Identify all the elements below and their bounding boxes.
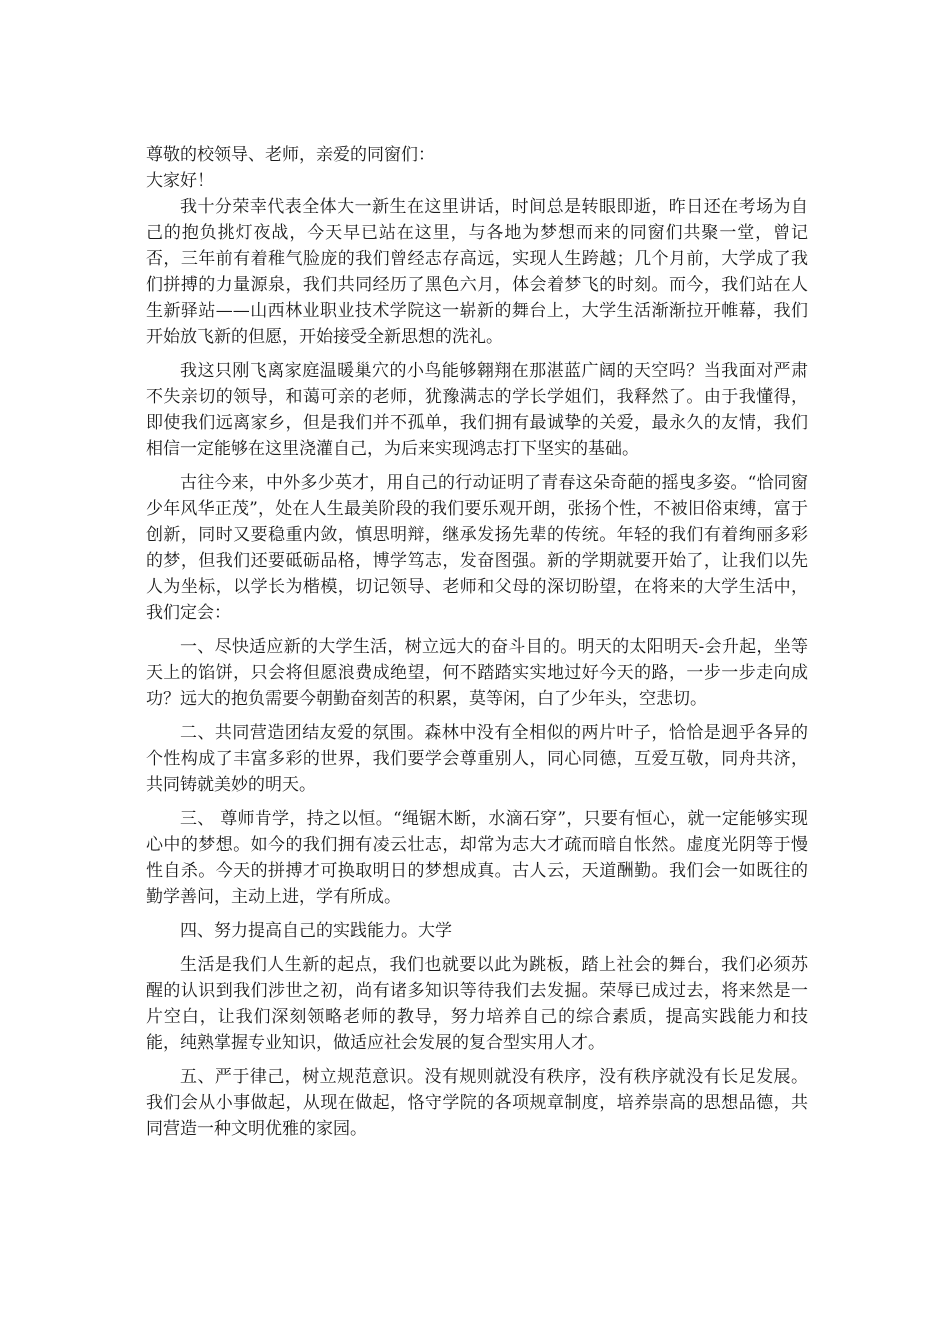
paragraph-1: 我十分荣幸代表全体大一新生在这里讲话，时间总是转眼即逝，昨日还在考场为自己的抱负挑灯夜战，今天早已站在这里，与各地为梦想而来的同窗们共聚一堂，曾记否，三年前有着稚气脸庞的我们曾经志存高远，实现人生跨越；几个月前，大学成了我们拼搏的力量源泉，我们共同经历了黑色六月，体会着梦飞的时刻。而今，我们站在人生新驿站——山西林业职业技术学院这一崭新的舞台上，大学生活渐渐拉开帷幕，我们开始放飞新的但愿，开始接受全新思想的洗礼。 (146, 197, 808, 347)
document-page (146, 142, 808, 1150)
paragraph-5: 二、共同营造团结友爱的氛围。森林中没有全相似的两片叶子，恰恰是迥乎各异的个性构成了丰富多彩的世界，我们要学会尊重别人，同心同德，互爱互敬，同舟共济，共同铸就美妙的明天。 (146, 723, 808, 795)
paragraph-7: 四、努力提高自己的实践能力。大学 (180, 921, 452, 941)
greeting: 大家好！ (146, 171, 214, 191)
salutation: 尊敬的校领导、老师，亲爱的同窗们： (146, 145, 435, 165)
paragraph-2: 我这只刚飞离家庭温暖巢穴的小鸟能够翱翔在那湛蓝广阔的天空吗？当我面对严肃不失亲切的领导，和蔼可亲的老师，犹豫满志的学长学姐们，我释然了。由于我懂得，即使我们远离家乡，但是我们并不孤单，我们拥有最诚挚的关爱，最永久的友情，我们相信一定能够在这里浇灌自己，为后来实现鸿志打下坚实的基础。 (146, 361, 808, 459)
paragraph-4: 一、尽快适应新的大学生活，树立远大的奋斗目的。明天的太阳明天-会升起，坐等天上的馅饼，只会将但愿浪费成绝望，何不踏踏实实地过好今天的路，一步一步走向成功？远大的抱负需要今朝勤奋刻苦的积累，莫等闲，白了少年头，空悲切。 (146, 637, 808, 709)
paragraph-9: 五、严于律己，树立规范意识。没有规则就没有秩序，没有秩序就没有长足发展。我们会从小事做起，从现在做起，恪守学院的各项规章制度，培养崇高的思想品德，共同营造一种文明优雅的家园。 (146, 1067, 808, 1139)
paragraph-6: 三、 尊师肯学，持之以恒。“绳锯木断，水滴石穿”，只要有恒心，就一定能够实现心中的梦想。如今的我们拥有凌云壮志，却常为志大才疏而暗自怅然。虚度光阴等于慢性自杀。今天的拼搏才可换取明日的梦想成真。古人云，天道酬勤。我们会一如既往的勤学善问，主动上进，学有所成。 (146, 809, 808, 907)
paragraph-3: 古往今来，中外多少英才，用自己的行动证明了青春这朵奇葩的摇曳多姿。“恰同窗少年风华正茂”，处在人生最美阶段的我们要乐观开朗，张扬个性，不被旧俗束缚，富于创新，同时又要稳重内敛，慎思明辩，继承发扬先辈的传统。年轻的我们有着绚丽多彩的梦，但我们还要砥砺品格，博学笃志，发奋图强。新的学期就要开始了，让我们以先人为坐标，以学长为楷模，切记领导、老师和父母的深切盼望，在将来的大学生活中，我们定会： (146, 473, 808, 623)
paragraph-8: 生活是我们人生新的起点，我们也就要以此为跳板，踏上社会的舞台，我们必须苏醒的认识到我们涉世之初，尚有诸多知识等待我们去发掘。荣辱已成过去，将来然是一片空白，让我们深刻领略老师的教导，努力培养自己的综合素质，提高实践能力和技能，纯熟掌握专业知识，做适应社会发展的复合型实用人才。 (146, 955, 808, 1053)
